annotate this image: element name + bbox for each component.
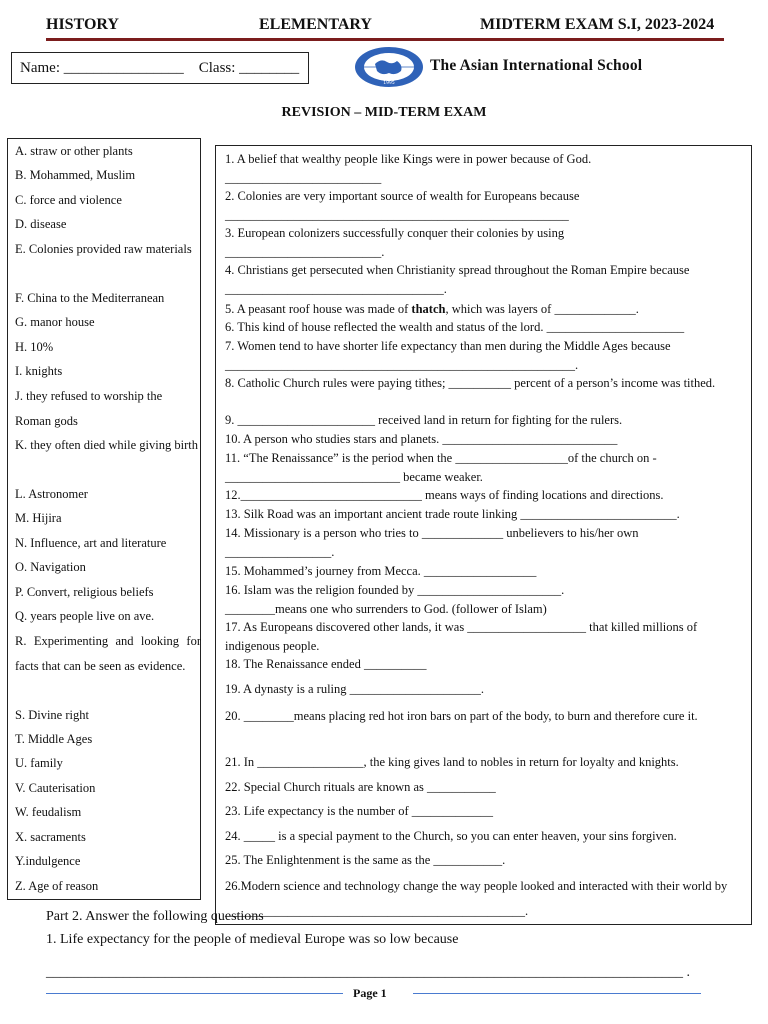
- subject-heading: HISTORY: [46, 16, 119, 33]
- option-s: S. Divine right: [15, 708, 89, 722]
- question-19: 19. A dynasty is a ruling _____________________.: [225, 682, 485, 696]
- option-d: D. disease: [15, 217, 67, 231]
- option-m: M. Hijira: [15, 511, 62, 525]
- option-g: G. manor house: [15, 315, 95, 329]
- question-11: 11. “The Renaissance” is the period when the __________________of the church on - ____________________________ became weaker.: [225, 451, 657, 484]
- question-4: 4. Christians get persecuted when Christianity spread throughout the Roman Empire because ___________________________________.: [225, 263, 690, 296]
- question-6: 6. This kind of house reflected the wealth and status of the lord. ______________________: [225, 320, 685, 334]
- question-17: 17. As Europeans discovered other lands, it was ___________________ that killed millions of indigenous people.: [225, 620, 698, 653]
- school-logo: [353, 46, 425, 88]
- option-a: A. straw or other plants: [15, 144, 133, 158]
- part2-answer-line: ___________________________________________________________________________________________ .: [46, 965, 690, 980]
- option-p: P. Convert, religious beliefs: [15, 585, 154, 599]
- student-info-box: [11, 52, 309, 84]
- thatch-term: thatch: [411, 302, 446, 316]
- exam-heading: MIDTERM EXAM S.I, 2023-2024: [480, 16, 715, 33]
- question-14: 14. Missionary is a person who tries to _____________ unbelievers to his/her own _________________.: [225, 526, 639, 559]
- question-22: 22. Special Church rituals are known as ___________: [225, 780, 496, 794]
- question-24: 24. _____ is a special payment to the Church, so you can enter heaven, your sins forgiven.: [225, 829, 677, 843]
- option-q: Q. years people live on ave.: [15, 609, 155, 623]
- option-c: C. force and violence: [15, 193, 122, 207]
- question-16: 16. Islam was the religion founded by _______________________. ________means one who surrenders to God. (follower of Islam): [225, 583, 565, 616]
- part2-question-1: 1. Life expectancy for the people of medieval Europe was so low because: [46, 932, 459, 947]
- option-u: U. family: [15, 756, 63, 770]
- logo-year: 1995: [383, 81, 395, 86]
- question-7: 7. Women tend to have shorter life expectancy than men during the Middle Ages because ________________________________________________________.: [225, 339, 671, 372]
- option-e: E. Colonies provided raw materials: [15, 242, 192, 256]
- question-25: 25. The Enlightenment is the same as the ___________.: [225, 853, 506, 867]
- questions-box: [215, 145, 752, 925]
- level-heading: ELEMENTARY: [259, 16, 372, 33]
- header-rule: [46, 38, 724, 41]
- question-12: 12._____________________________ means ways of finding locations and directions.: [225, 488, 664, 502]
- option-w: W. feudalism: [15, 805, 82, 819]
- school-name: The Asian International School: [430, 57, 643, 74]
- option-b: B. Mohammed, Muslim: [15, 168, 136, 182]
- option-k: K. they often died while giving birth: [15, 438, 198, 452]
- question-26: 26.Modern science and technology change the way people looked and interacted with their world by ________________________________________________.: [225, 879, 728, 918]
- question-15: 15. Mohammed’s journey from Mecca. __________________: [225, 564, 537, 578]
- option-z: Z. Age of reason: [15, 879, 99, 893]
- footer-rule-right: [413, 993, 701, 994]
- option-f: F. China to the Mediterranean: [15, 291, 165, 305]
- question-21: 21. In _________________, the king gives land to nobles in return for loyalty and knights.: [225, 755, 679, 769]
- option-r: R. Experimenting and looking for facts that can be seen as evidence.: [15, 634, 201, 673]
- option-h: H. 10%: [15, 340, 54, 354]
- answer-options-box: [7, 138, 201, 900]
- option-v: V. Cauterisation: [15, 781, 96, 795]
- question-13: 13. Silk Road was an important ancient trade route linking _________________________.: [225, 507, 680, 521]
- question-5: 5. A peasant roof house was made of thatch, which was layers of _____________.: [225, 302, 639, 316]
- question-20: 20. ________means placing red hot iron bars on part of the body, to burn and therefore cure it.: [225, 709, 698, 723]
- question-1: 1. A belief that wealthy people like Kings were in power because of God. _________________________: [225, 152, 592, 185]
- option-t: T. Middle Ages: [15, 732, 93, 746]
- part2-heading: Part 2. Answer the following questions: [46, 909, 264, 924]
- question-9: 9. ______________________ received land in return for fighting for the rulers.: [225, 413, 623, 427]
- option-n: N. Influence, art and literature: [15, 536, 167, 550]
- option-y: Y.indulgence: [15, 854, 81, 868]
- question-8: 8. Catholic Church rules were paying tithes; __________ percent of a person’s income was tithed.: [225, 376, 716, 390]
- footer-rule-left: [46, 993, 343, 994]
- question-23: 23. Life expectancy is the number of _____________: [225, 804, 493, 818]
- class-field-label: Class: ________: [198, 60, 300, 76]
- question-10: 10. A person who studies stars and planets. ____________________________: [225, 432, 618, 446]
- option-i: I. knights: [15, 364, 63, 378]
- option-l: L. Astronomer: [15, 487, 88, 501]
- question-2: 2. Colonies are very important source of wealth for Europeans because _______________________________________________________: [225, 189, 580, 222]
- option-j: J. they refused to worship the Roman gods: [15, 389, 163, 428]
- page-title: REVISION – MID-TERM EXAM: [281, 105, 487, 120]
- option-x: X. sacraments: [15, 830, 86, 844]
- page-number: Page 1: [353, 986, 387, 1000]
- question-18: 18. The Renaissance ended __________: [225, 657, 427, 671]
- name-field-label: Name: ________________: [20, 60, 184, 76]
- question-3: 3. European colonizers successfully conquer their colonies by using _________________________.: [225, 226, 565, 259]
- option-o: O. Navigation: [15, 560, 86, 574]
